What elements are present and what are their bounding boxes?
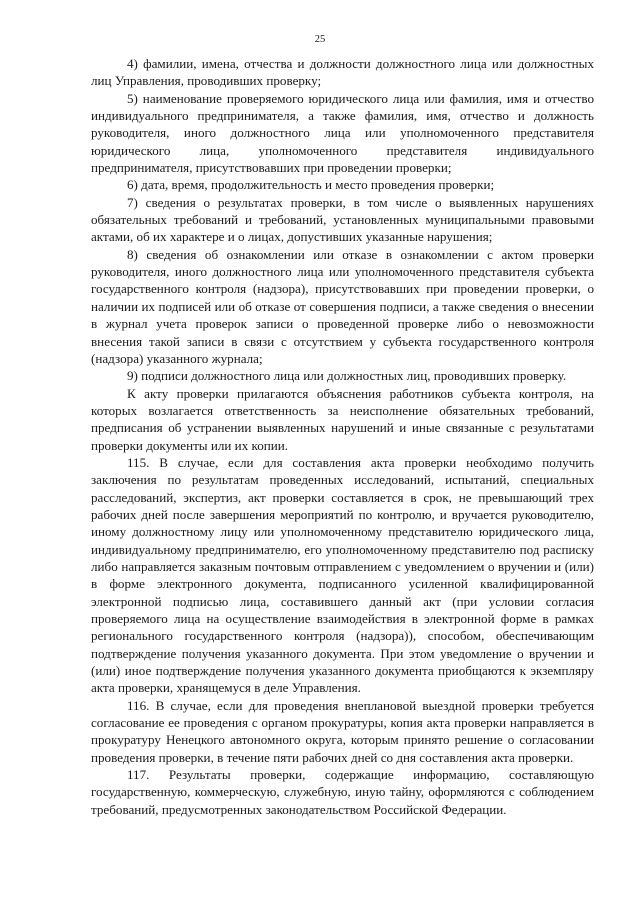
paragraph-item-5: 5) наименование проверяемого юридического лица или фамилия, имя и отчество индивидуального предпринимателя, а также фамилия, имя, отчество и должность руководителя, иного должностного лица или уполномоченного представителя юридического лица, уполномоченного представителя индивидуального предпринимателя, присутствовавших при проведении проверки; <box>91 90 594 176</box>
paragraph-attachments: К акту проверки прилагаются объяснения работников субъекта контроля, на которых возлагается ответственность за неисполнение обязательных требований, предписания об устранении выявленных нарушений и иные связанные с результатами проверки документы или их копии. <box>91 385 594 453</box>
paragraph-115: 115. В случае, если для составления акта проверки необходимо получить заключения по результатам проведенных исследований, испытаний, специальных расследований, экспертиз, акт проверки составляется в срок, не превышающий трех рабочих дней после завершения мероприятий по контролю, и вручается руководителю, иному должностному лицу или уполномоченному представителю юридического лица, индивидуальному предпринимателю, его уполномоченному представителю под расписку либо направляется заказным почтовым отправлением с уведомлением о вручении и (или) в форме электронного документа, подписанного усиленной квалифицированной электронной подписью лица, составившего данный акт (при условии согласия проверяемого лица на осуществление взаимодействия в электронной форме в рамках регионального государственного контроля (надзора)), способом, обеспечивающим подтверждение получения указанного документа. При этом уведомление о вручении и (или) иное подтверждение получения указанного документа приобщаются к экземпляру акта проверки, хранящемуся в деле Управления. <box>91 454 594 696</box>
paragraph-item-8: 8) сведения об ознакомлении или отказе в ознакомлении с актом проверки руководителя, иного должностного лица или уполномоченного представителя субъекта государственного контроля (надзора), присутствовавших при проведении проверки, о наличии их подписей или об отказе от совершения подписи, а также сведения о внесении в журнал учета проверок записи о проведенной проверке либо о невозможности внесения такой записи в связи с отсутствием у субъекта государственного контроля (надзора) указанного журнала; <box>91 246 594 366</box>
page-number: 25 <box>314 34 326 45</box>
paragraph-117: 117. Результаты проверки, содержащие информацию, составляющую государственную, коммерческую, служебную, иную тайну, оформляются с соблюдением требований, предусмотренных законодательством Российской Федерации. <box>91 767 594 817</box>
paragraph-item-7: 7) сведения о результатах проверки, в том числе о выявленных нарушениях обязательных требований и требований, установленных муниципальными правовыми актами, об их характере и о лицах, допустивших указанные нарушения; <box>91 194 594 245</box>
document-body <box>91 55 594 818</box>
paragraph-116: 116. В случае, если для проведения внеплановой выездной проверки требуется согласование ее проведения с органом прокуратуры, копия акта проверки направляется в прокуратуру Ненецкого автономного округа, которым принято решение о согласовании проведения проверки, в течение пяти рабочих дней со дня составления акта проверки. <box>91 697 594 765</box>
paragraph-item-6: 6) дата, время, продолжительность и место проведения проверки; <box>127 177 495 193</box>
paragraph-item-9: 9) подписи должностного лица или должностных лиц, проводивших проверку. <box>127 368 567 384</box>
paragraph-item-4: 4) фамилии, имена, отчества и должности должностного лица или должностных лиц Управления, проводивших проверку; <box>91 56 594 89</box>
